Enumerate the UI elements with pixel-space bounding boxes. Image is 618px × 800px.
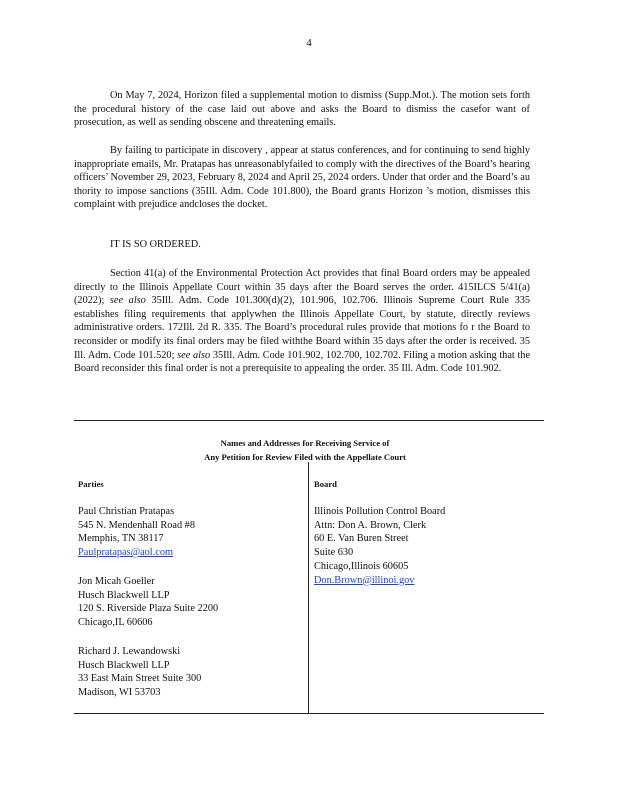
page-number: 4 <box>306 37 312 49</box>
party-pratapas <box>78 505 195 560</box>
service-title-line-1: Names and Addresses for Receiving Service of <box>220 438 390 448</box>
party-city-line: Memphis, TN 38117 <box>78 533 164 545</box>
board-email-link[interactable]: Don.Brown@illinoi.gov <box>314 574 415 586</box>
party-city-line: Madison, WI 53703 <box>78 687 161 699</box>
party-goeller <box>78 575 218 630</box>
board-suite: Suite 630 <box>314 547 354 559</box>
service-table-bottom-rule <box>74 713 544 714</box>
see-also-1: see also <box>109 295 146 307</box>
party-lewandowski <box>78 645 201 700</box>
appeal-text-3: 35Ill. Adm. Code 101.902, 102.700, 102.702. Filing a motion asking that the Board reconsider this final order is not a prerequisite to appealing the order. 35 Ill. Adm. Code 101.902. <box>74 349 531 375</box>
party-address-line: 33 East Main Street Suite 300 <box>78 673 202 685</box>
party-address-line: 545 N. Mendenhall Road #8 <box>78 519 195 531</box>
paragraph-appeal-rights <box>74 267 530 376</box>
service-table-divider <box>308 462 309 714</box>
board-name: Illinois Pollution Control Board <box>314 506 446 517</box>
board-header: Board <box>314 479 337 489</box>
party-name: Jon Micah Goeller <box>78 576 155 587</box>
appeal-text-1: Section 41(a) of the Environmental Protection Act provides that final Board orders may be appealed directly to the Illinois Appellate Court within 35 days after the Board serves the order. 415ILCS 5/41(a) (2022); <box>74 268 530 307</box>
parties-header: Parties <box>78 479 104 489</box>
service-table-top-rule <box>74 420 544 421</box>
party-firm: Husch Blackwell LLP <box>78 589 170 601</box>
paragraph-dismissal: By failing to participate in discovery , appear at status conferences, and for continuing to send highly inappropriate emails, Mr. Pratapas has unreasonablyfailed to comply with the directives of the Board’s hearing officers’ November 29, 2023, February 8, 2024 and April 25, 2024 orders. Under that order and the Board’s au thority to impose sanctions (35Ill. Adm. Code 101.800), the Board grants Horizon ’s motion, dismisses this complaint with prejudice andcloses the docket. <box>74 145 530 211</box>
so-ordered-line: IT IS SO ORDERED. <box>110 239 201 250</box>
party-firm: Husch Blackwell LLP <box>78 659 170 671</box>
party-address-line: 120 S. Riverside Plaza Suite 2200 <box>78 603 219 615</box>
board-city-line: Chicago,Illinois 60605 <box>314 560 409 572</box>
party-city-line: Chicago,IL 60606 <box>78 617 153 629</box>
board-address-line: 60 E. Van Buren Street <box>314 533 409 545</box>
service-title-line-2: Any Petition for Review Filed with the Appellate Court <box>204 452 406 462</box>
see-also-2: see also <box>177 349 211 361</box>
paragraph-supplemental-motion: On May 7, 2024, Horizon filed a supplemental motion to dismiss (Supp.Mot.). The motion sets forth the procedural history of the case laid out above and asks the Board to dismiss the casefor want of prosecution, as well as sending obscene and threatening emails. <box>74 90 530 129</box>
party-email-link[interactable]: Paulpratapas@aol.com <box>78 547 173 559</box>
board-attn: Attn: Don A. Brown, Clerk <box>314 519 427 531</box>
party-name: Paul Christian Pratapas <box>78 506 175 517</box>
appeal-text-2: 35Ill. Adm. Code 101.300(d)(2), 101.906, 102.706. Illinois Supreme Court Rule 335 establishes filing requirements that applywhen the Illinois Appellate Court, by statute, directly reviews administrative orders. 172Ill. 2d R. 335. The Board’s procedural rules provide that motions fo r the Board to reconsider or modify its final orders may be filed withthe Board within 35 days after the order is received. 35 Ill. Adm. Code 101.520; <box>74 295 531 361</box>
board-contact <box>314 505 445 587</box>
party-name: Richard J. Lewandowski <box>78 646 181 657</box>
service-table-title <box>150 436 460 464</box>
